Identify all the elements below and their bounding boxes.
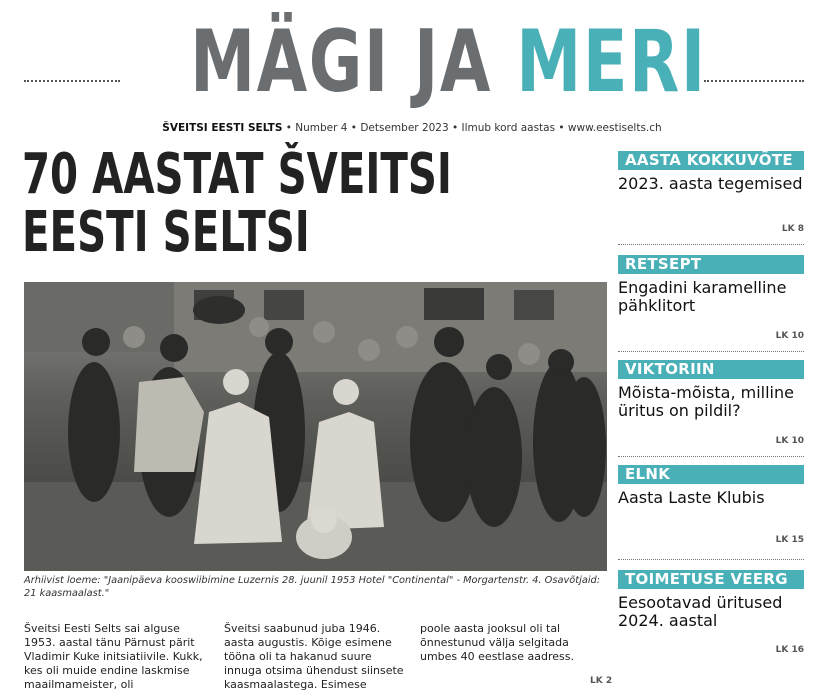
sidebar-divider: [618, 351, 804, 352]
archival-group-photo: [24, 282, 607, 571]
sidebar-title: Eesootavad üritused 2024. aastal: [618, 593, 783, 630]
headline-line-2: EESTI SELTSI: [22, 200, 310, 265]
issue-info: • Number 4 • Detsember 2023 • Ilmub kord aastas • www.eestiselts.ch: [282, 122, 662, 134]
sidebar-page-ref: LK 15: [775, 535, 804, 545]
sidebar-item-recipe[interactable]: [618, 255, 804, 345]
publisher-name: ŠVEITSI EESTI SELTS: [162, 122, 283, 134]
sidebar-item-editorial[interactable]: [618, 570, 804, 662]
sidebar-label: RETSEPT: [618, 255, 804, 274]
masthead-title: [190, 12, 707, 112]
sidebar-item-elnk[interactable]: [618, 465, 804, 555]
sidebar-label: ELNK: [618, 465, 804, 484]
headline-line-1: 70 AASTAT ŠVEITSI: [22, 142, 452, 207]
sidebar-divider: [618, 559, 804, 560]
sidebar-divider: [618, 244, 804, 245]
sidebar-page-ref: LK 10: [775, 331, 804, 341]
dateline: [122, 122, 702, 134]
sidebar-label: TOIMETUSE VEERG: [618, 570, 804, 589]
masthead-title-part2: MERI: [516, 12, 707, 112]
sidebar-item-quiz[interactable]: [618, 360, 804, 450]
sidebar-title: Aasta Laste Klubis: [618, 488, 765, 507]
article-column-2: Šveitsi saabunud juba 1946. aasta augustis. Kõige esimene tööna oli ta hakanud suure innuga otsima ühendust siinsete kaasmaalastega. Esimese: [224, 622, 404, 691]
sidebar-title: 2023. aasta tegemised: [618, 174, 803, 193]
sidebar-page-ref: LK 10: [775, 436, 804, 446]
article-column-3: poole aasta jooksul oli tal õnnestunud välja selgitada umbes 40 eestlase aadress.: [420, 622, 574, 663]
sidebar-label: VIKTORIIN: [618, 360, 804, 379]
masthead-title-part1: MÄGI JA: [190, 12, 492, 112]
sidebar-label: AASTA KOKKUVÕTE: [618, 151, 804, 170]
photo-caption: Arhiivist loeme: "Jaanipäeva kooswiibimine Luzernis 28. juunil 1953 Hotel "Continental" - Morgartenstr. 4. Osavõtjaid: 21 kaasmaalast.": [24, 575, 601, 599]
sidebar-title: Engadini karamelline pähklitort: [618, 278, 787, 315]
sidebar-page-ref: LK 8: [781, 224, 804, 234]
main-headline: [22, 142, 612, 265]
sidebar-divider: [618, 456, 804, 457]
masthead-divider-left: [24, 80, 120, 82]
sidebar-title: Mõista-mõista, milline üritus on pildil?: [618, 383, 794, 420]
article-column-1: Šveitsi Eesti Selts sai alguse 1953. aastal tänu Pärnust pärit Vladimir Kuke initsiatiivile. Kukk, kes oli muide endine laskmise maailmameister, oli: [24, 622, 203, 691]
masthead-divider-right: [704, 80, 804, 82]
sidebar-item-summary[interactable]: [618, 151, 804, 237]
masthead: [0, 0, 828, 120]
photo-illustration: [24, 282, 607, 571]
sidebar-page-ref: LK 16: [775, 645, 804, 655]
article-page-ref: LK 2: [590, 676, 613, 686]
